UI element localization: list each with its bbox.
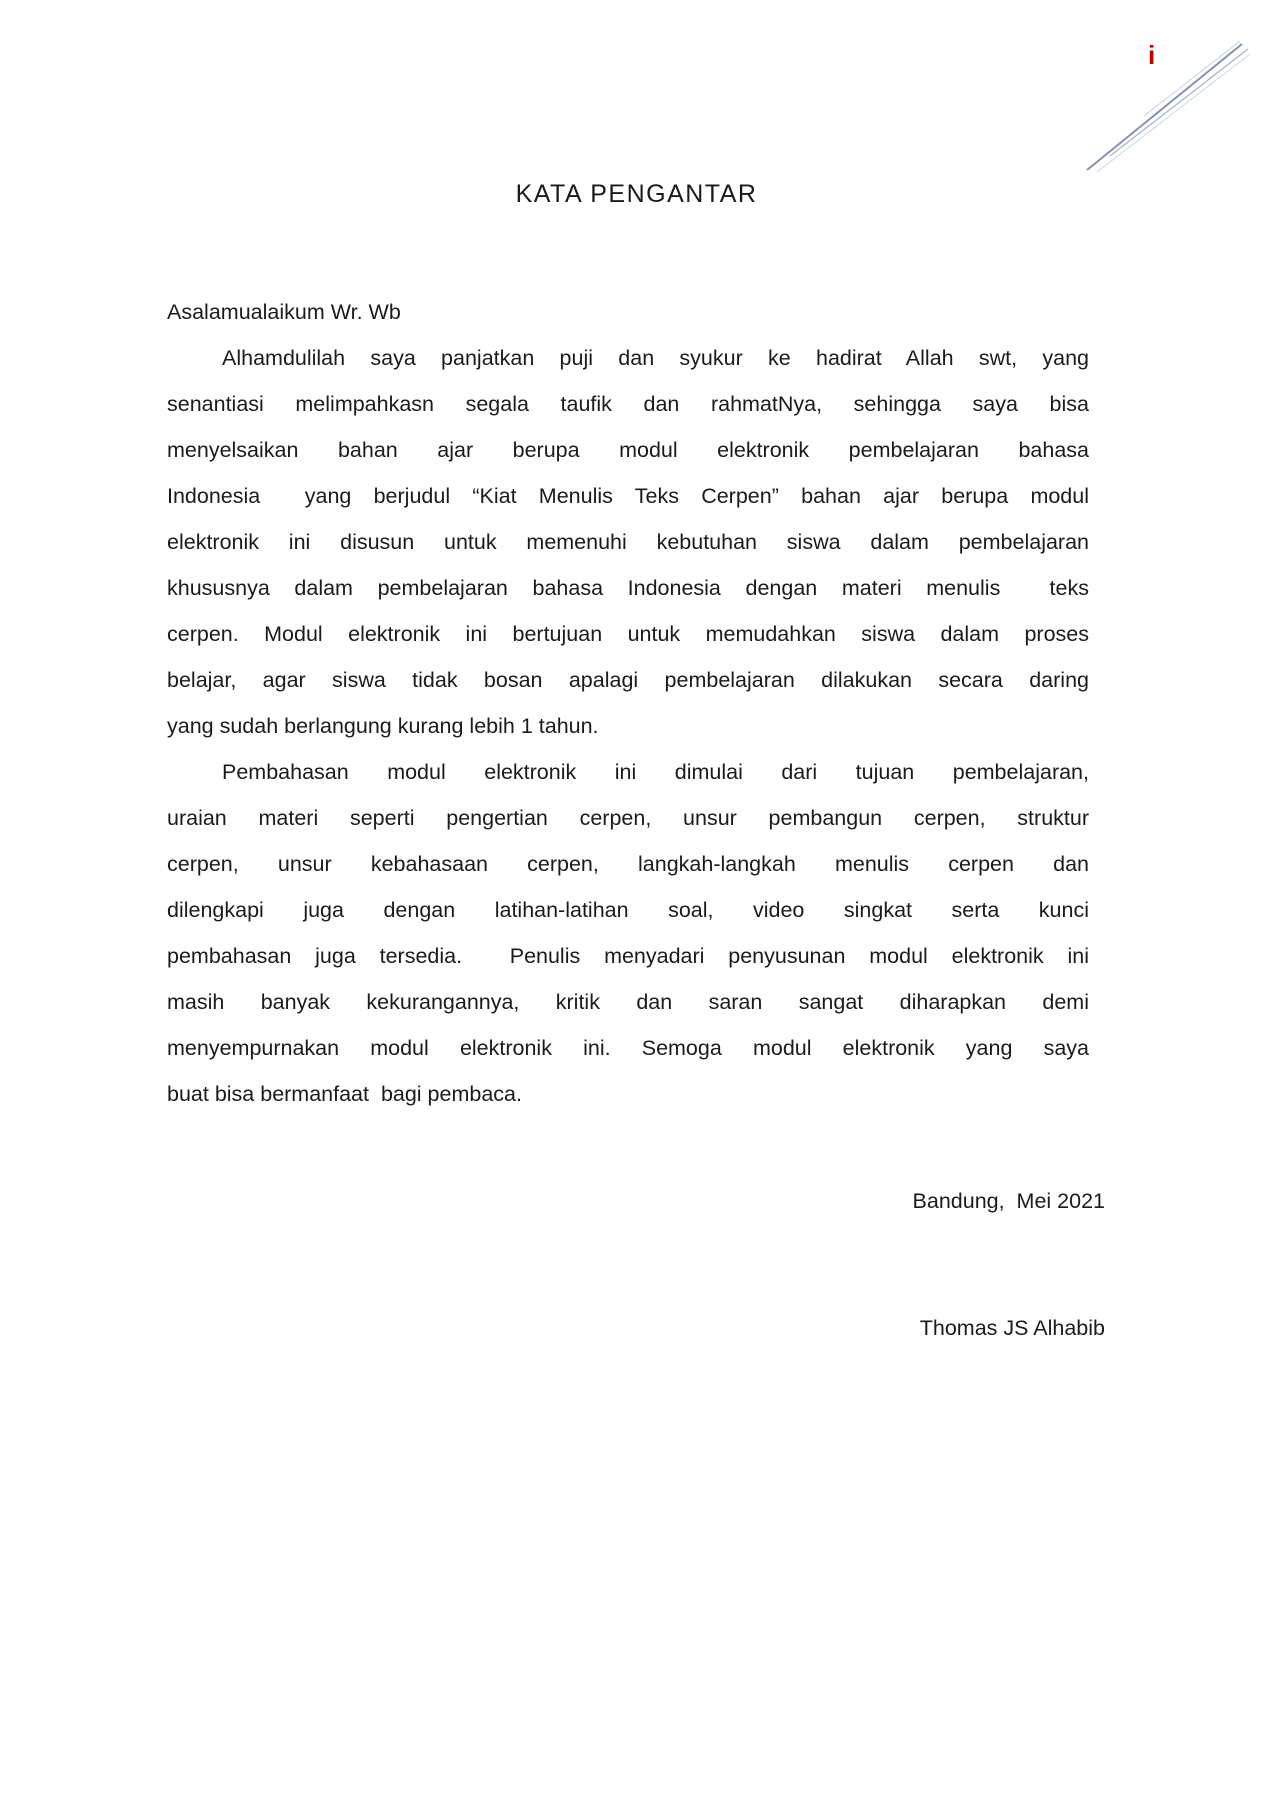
text-line: cerpen, unsur kebahasaan cerpen, langkah-langkah menulis cerpen dan	[167, 852, 1089, 876]
text-line: buat bisa bermanfaat bagi pembaca.	[167, 1082, 522, 1106]
signoff-author: Thomas JS Alhabib	[919, 1316, 1105, 1340]
paragraph	[167, 749, 1089, 1117]
text-line: cerpen. Modul elektronik ini bertujuan untuk memudahkan siswa dalam proses	[167, 622, 1089, 646]
text-line: uraian materi seperti pengertian cerpen, unsur pembangun cerpen, struktur	[167, 806, 1089, 830]
text-line: yang sudah berlangung kurang lebih 1 tahun.	[167, 714, 599, 738]
page-number: i	[1148, 40, 1156, 70]
text-line: dilengkapi juga dengan latihan-latihan soal, video singkat serta kunci	[167, 898, 1089, 922]
page-title: KATA PENGANTAR	[515, 180, 758, 208]
text-line: belajar, agar siswa tidak bosan apalagi pembelajaran dilakukan secara daring	[167, 668, 1089, 692]
text-line: menyelsaikan bahan ajar berupa modul elektronik pembelajaran bahasa	[167, 438, 1089, 462]
paragraph	[167, 335, 1089, 749]
text-line: senantiasi melimpahkasn segala taufik dan rahmatNya, sehingga saya bisa	[167, 392, 1089, 416]
text-line: elektronik ini disusun untuk memenuhi kebutuhan siswa dalam pembelajaran	[167, 530, 1089, 554]
text-line: khususnya dalam pembelajaran bahasa Indonesia dengan materi menulis teks	[167, 576, 1089, 600]
text-line: pembahasan juga tersedia. Penulis menyadari penyusunan modul elektronik ini	[167, 944, 1089, 968]
body-paragraphs	[167, 335, 1089, 1117]
text-line: Indonesia yang berjudul “Kiat Menulis Teks Cerpen” bahan ajar berupa modul	[167, 484, 1089, 508]
text-line: Alhamdulilah saya panjatkan puji dan syukur ke hadirat Allah swt, yang	[222, 346, 1089, 370]
text-line: Pembahasan modul elektronik ini dimulai dari tujuan pembelajaran,	[222, 760, 1089, 784]
corner-decoration-lines	[1082, 36, 1257, 178]
text-line: masih banyak kekurangannya, kritik dan saran sangat diharapkan demi	[167, 990, 1089, 1014]
document-body	[167, 289, 1089, 1117]
signoff-place-date: Bandung, Mei 2021	[912, 1189, 1105, 1213]
salutation-line: Asalamualaikum Wr. Wb	[167, 300, 401, 324]
text-line: menyempurnakan modul elektronik ini. Semoga modul elektronik yang saya	[167, 1036, 1089, 1060]
